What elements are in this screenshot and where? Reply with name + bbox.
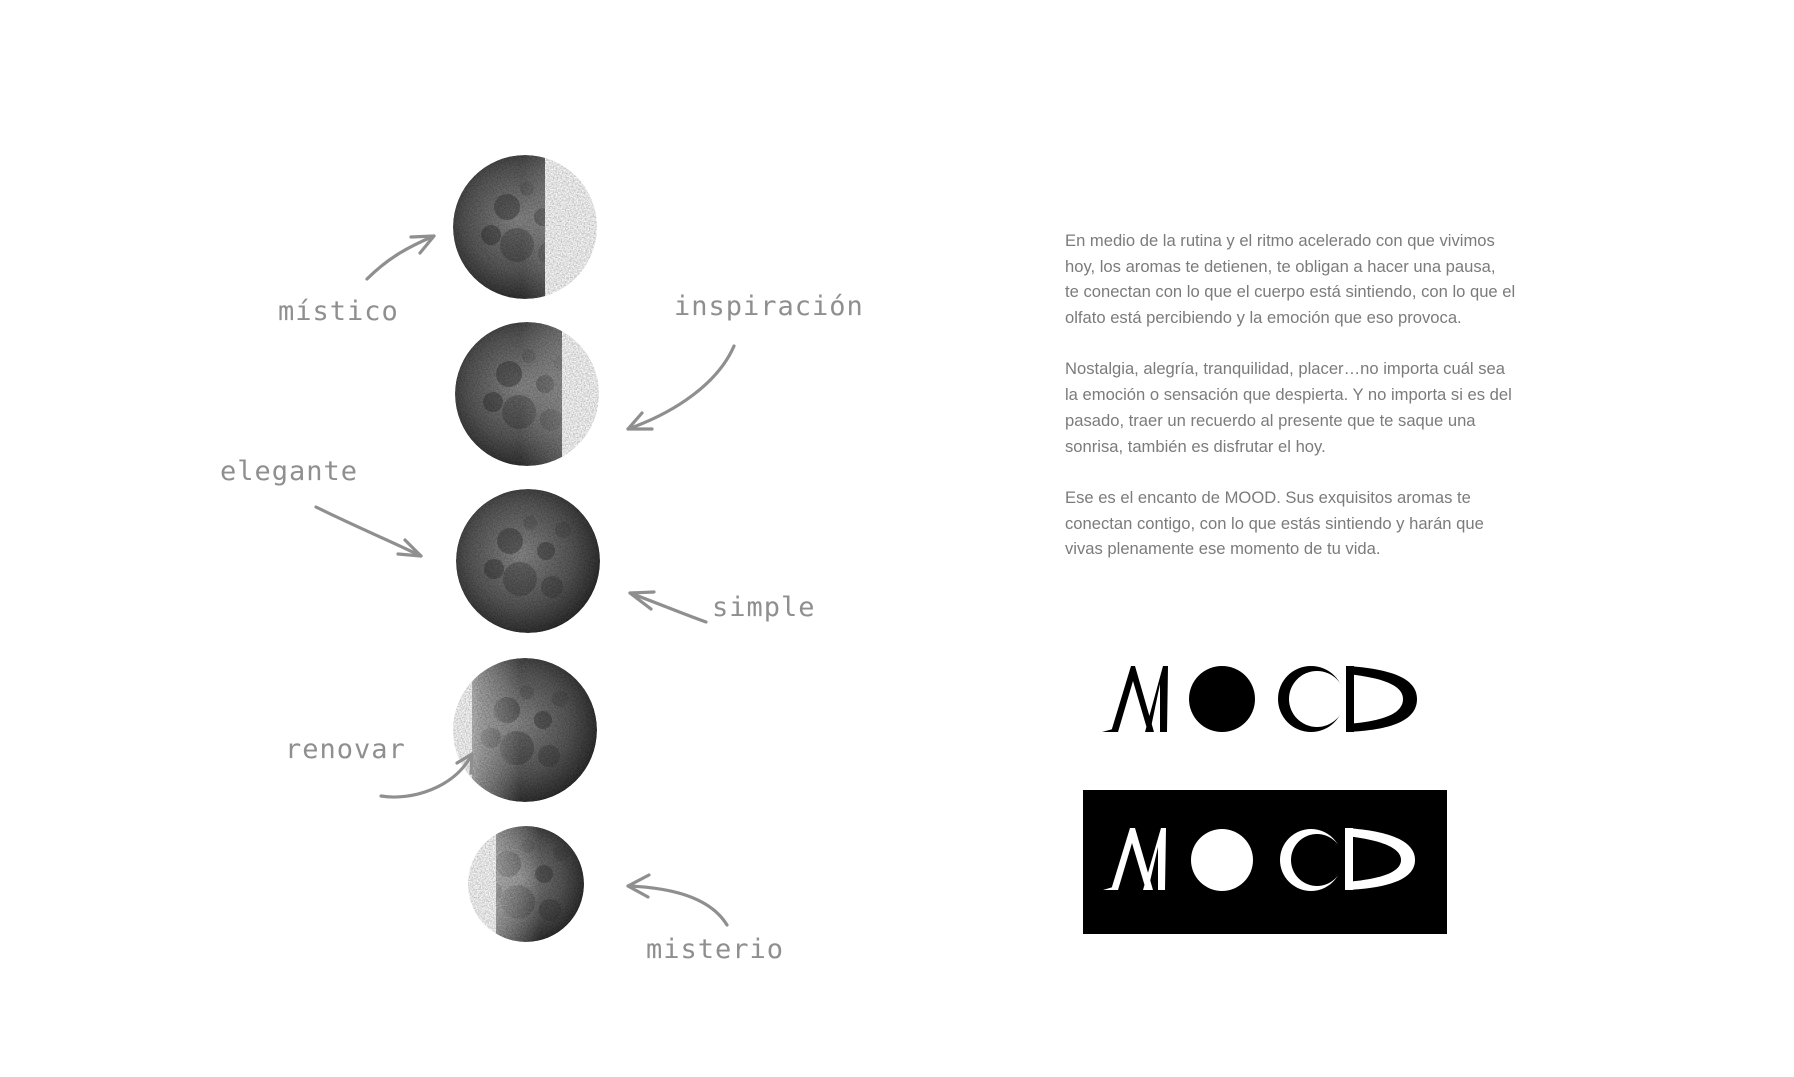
mood-logo-light [1098, 650, 1428, 740]
label-mistico: místico [278, 296, 399, 327]
label-elegante: elegante [220, 456, 359, 487]
moon-first-quarter [455, 318, 612, 472]
label-misterio: misterio [646, 934, 785, 965]
arrow-misterio [628, 886, 727, 925]
arrow-simple [630, 593, 706, 622]
copy-paragraph-2: Nostalgia, alegría, tranquilidad, placer…no importa cuál sea la emoción o sensación que despierta. Y no importa si es del pasado, traer un recuerdo al presente que te saque una sonrisa, también es disfrutar el hoy. [1065, 359, 1512, 456]
label-renovar: renovar [285, 734, 406, 765]
brand-copy [1065, 228, 1535, 588]
label-simple: simple [712, 592, 816, 623]
moon-waxing-crescent [453, 150, 615, 304]
arrow-inspiracion [628, 346, 734, 429]
copy-paragraph-3: Ese es el encanto de MOOD. Sus exquisitos aromas te conectan contigo, con lo que estás sintiendo y harán que vivas plenamente ese momento de tu vida. [1065, 487, 1484, 559]
arrow-mistico [367, 236, 434, 279]
mood-logo-light-mark [1102, 666, 1417, 732]
label-inspiracion: inspiración [674, 291, 864, 322]
mood-logo-dark [1083, 790, 1447, 934]
mood-logo-dark-mark [1103, 828, 1415, 891]
arrow-elegante [316, 507, 421, 556]
moon-full [456, 489, 600, 633]
moon-waning-gibbous [440, 652, 597, 808]
copy-paragraph-1: En medio de la rutina y el ritmo acelerado con que vivimos hoy, los aromas te detienen, te obligan a hacer una pausa, te conectan con lo que el cuerpo está sintiendo, con lo que el olfato está percibiendo y la emoción que eso provoca. [1065, 231, 1516, 328]
moon-waning-crescent [460, 822, 584, 946]
